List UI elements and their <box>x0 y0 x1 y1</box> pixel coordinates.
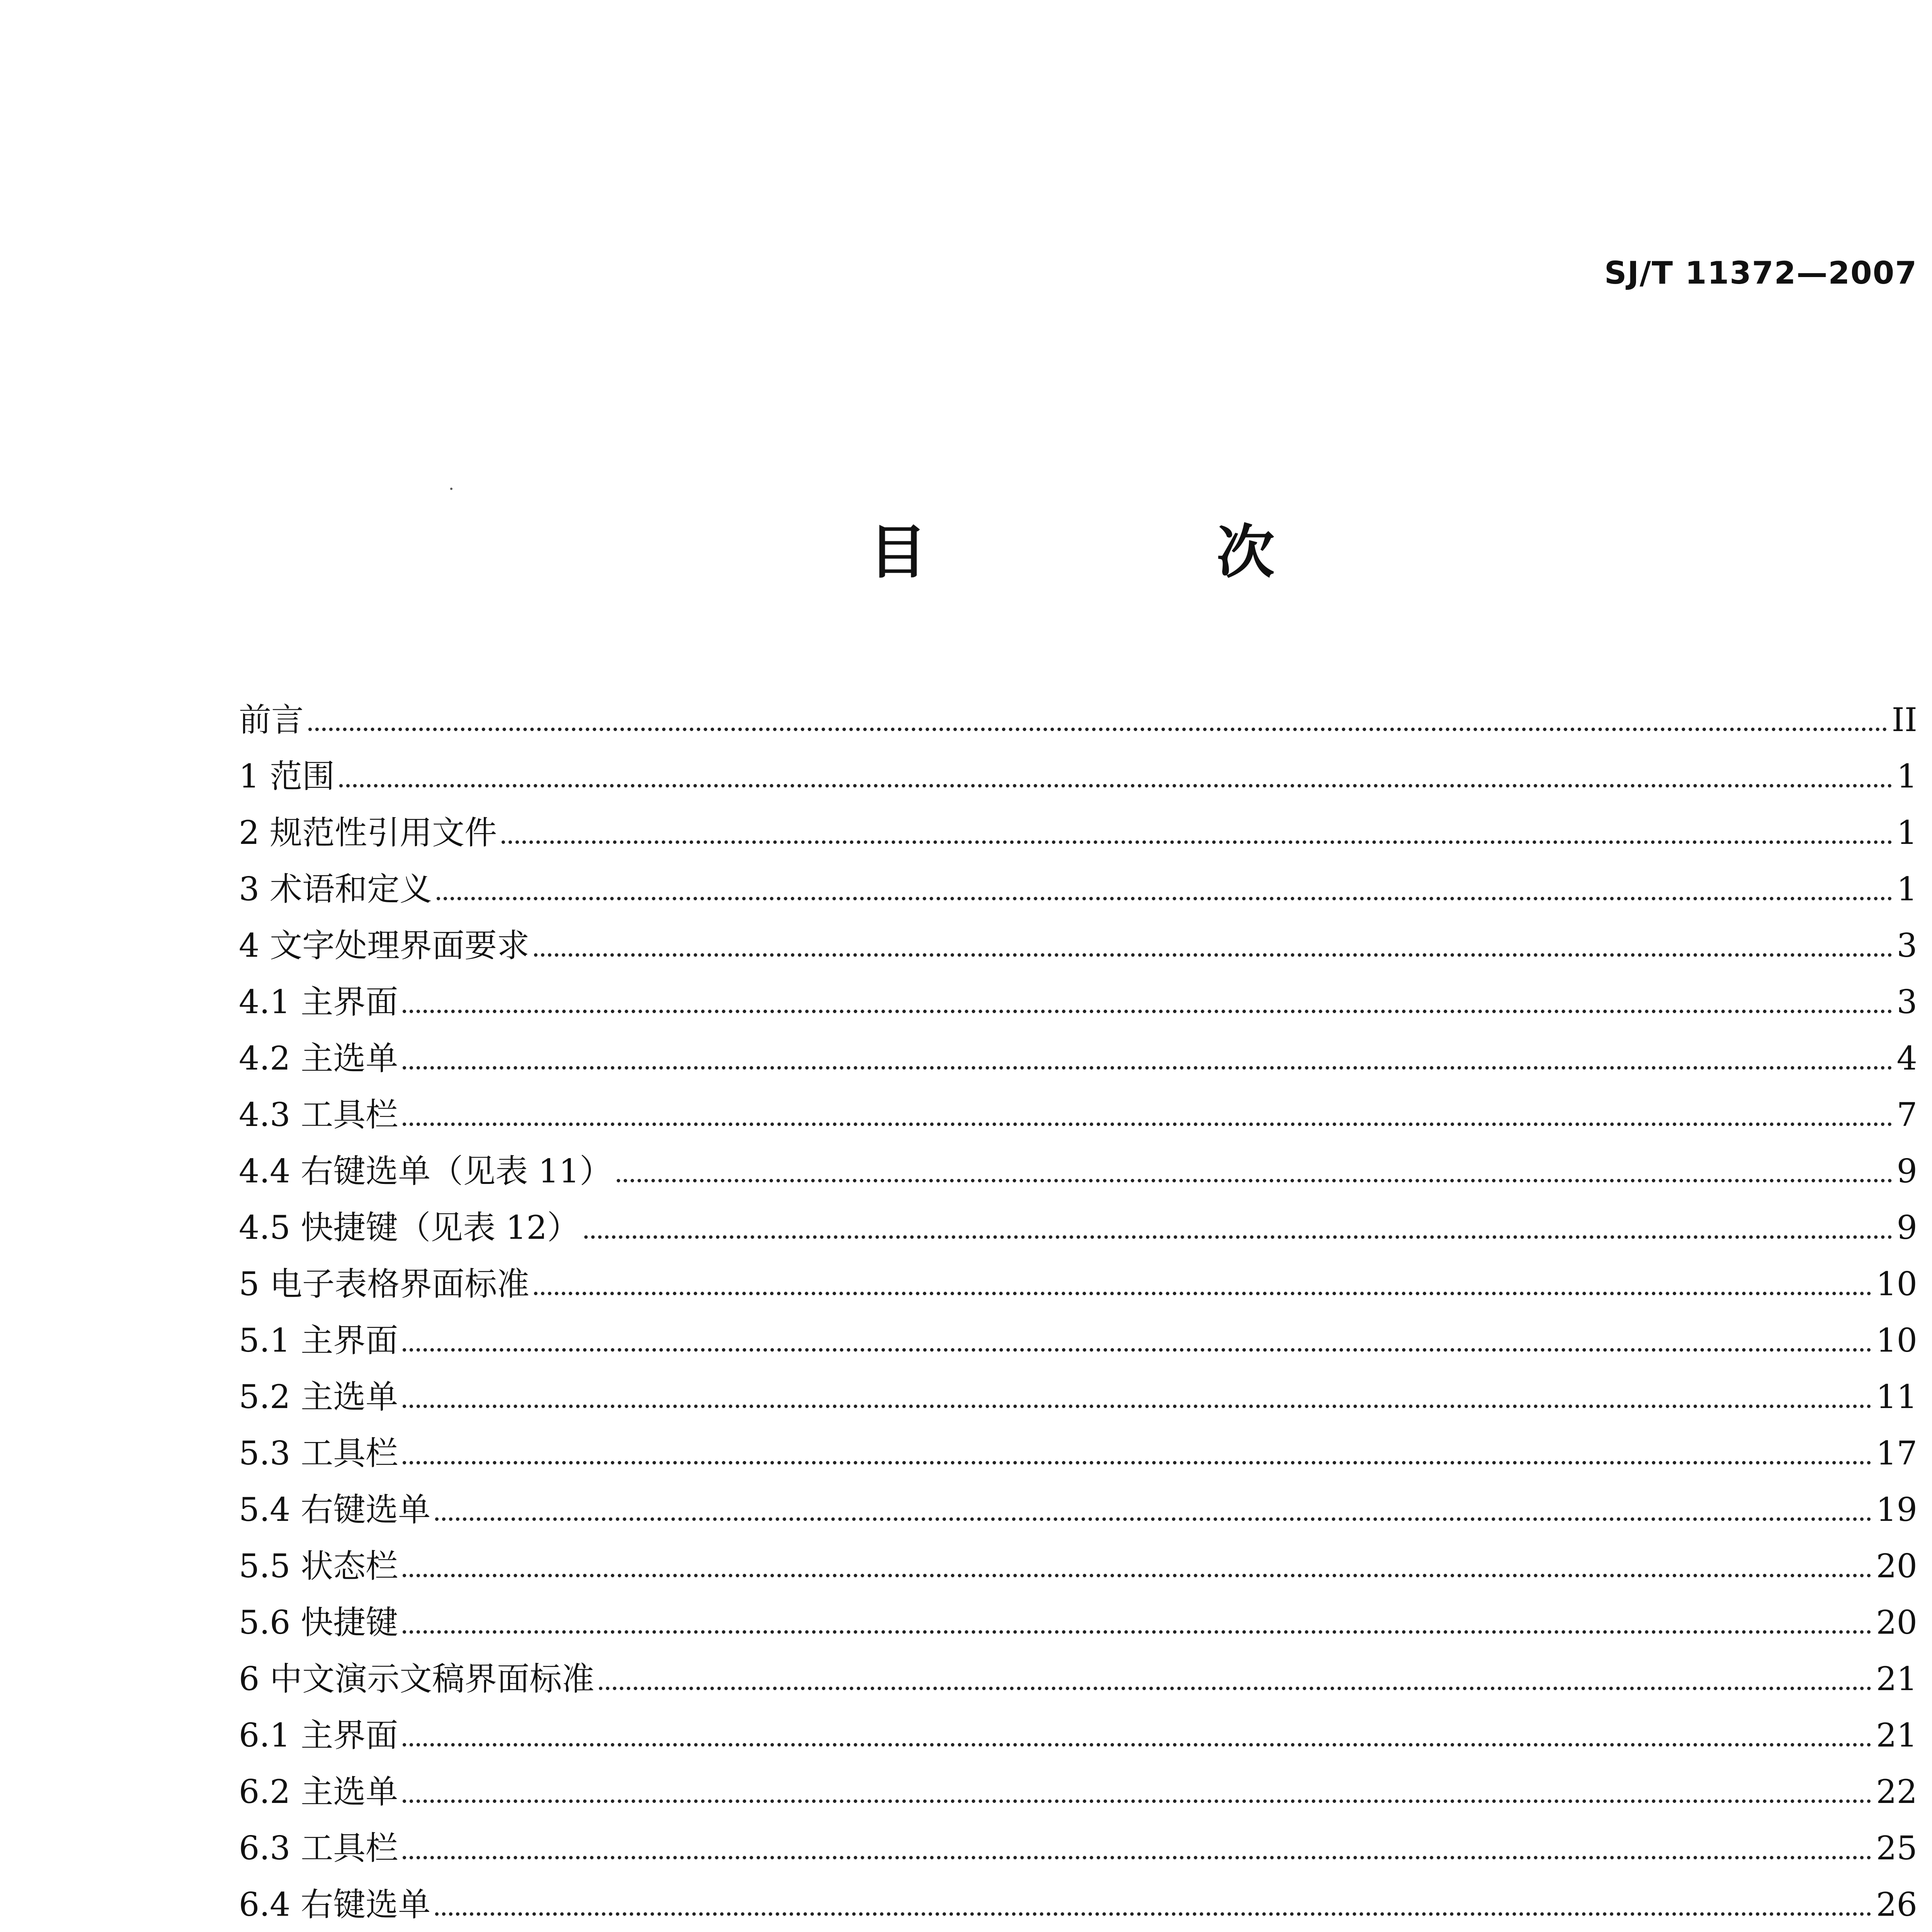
toc-entry-5-4[interactable] <box>239 1481 1917 1538</box>
toc-entry-label: 6.2 主选单 <box>239 1773 398 1811</box>
toc-entry-3[interactable] <box>239 861 1917 917</box>
toc-entry-1[interactable] <box>239 748 1917 804</box>
toc-entry-6[interactable] <box>239 1651 1917 1707</box>
toc-entry-5-6[interactable] <box>239 1594 1917 1651</box>
toc-leader-dots <box>308 728 1887 731</box>
toc-leader-dots <box>403 1405 1871 1408</box>
toc-leader-dots <box>534 1292 1871 1295</box>
toc-leader-dots <box>584 1235 1892 1239</box>
toc-entry-foreword[interactable] <box>239 692 1917 748</box>
toc-entry-label: 5.3 工具栏 <box>239 1434 398 1472</box>
toc-entry-page: 9 <box>1896 1209 1917 1247</box>
toc-entry-4-3[interactable] <box>239 1087 1917 1143</box>
toc-leader-dots <box>403 1066 1892 1070</box>
table-of-contents <box>239 692 1917 1932</box>
toc-entry-label: 5.4 右键选单 <box>239 1491 431 1529</box>
toc-leader-dots <box>403 1461 1871 1464</box>
toc-entry-label: 4 文字处理界面要求 <box>239 927 530 964</box>
toc-entry-4-4[interactable] <box>239 1143 1917 1199</box>
toc-leader-dots <box>403 1574 1871 1577</box>
toc-entry-label: 5 电子表格界面标准 <box>239 1265 530 1303</box>
toc-entry-label: 4.5 快捷键（见表 12） <box>239 1209 580 1247</box>
toc-leader-dots <box>435 1912 1871 1916</box>
toc-entry-page: 19 <box>1876 1491 1917 1529</box>
toc-entry-5-1[interactable] <box>239 1312 1917 1369</box>
toc-entry-page: 20 <box>1876 1547 1917 1585</box>
toc-entry-6-2[interactable] <box>239 1764 1917 1820</box>
toc-leader-dots <box>617 1179 1892 1182</box>
toc-entry-2[interactable] <box>239 804 1917 861</box>
toc-entry-label: 5.1 主界面 <box>239 1321 398 1359</box>
toc-entry-page: 3 <box>1896 983 1917 1021</box>
toc-leader-dots <box>437 897 1892 900</box>
toc-entry-page: 9 <box>1896 1152 1917 1190</box>
toc-entry-page: 21 <box>1876 1660 1917 1698</box>
toc-entry-page: 1 <box>1896 814 1917 852</box>
toc-entry-page: II <box>1891 701 1917 739</box>
toc-leader-dots <box>403 1799 1871 1803</box>
toc-entry-6-3[interactable] <box>239 1820 1917 1876</box>
toc-entry-page: 25 <box>1876 1829 1917 1867</box>
toc-entry-page: 7 <box>1896 1096 1917 1134</box>
toc-entry-label: 5.5 状态栏 <box>239 1547 398 1585</box>
toc-leader-dots <box>339 784 1892 787</box>
toc-entry-page: 17 <box>1876 1434 1917 1472</box>
toc-entry-page: 3 <box>1896 927 1917 964</box>
toc-entry-page: 20 <box>1876 1604 1917 1641</box>
toc-leader-dots <box>403 1348 1871 1352</box>
toc-entry-page: 11 <box>1876 1378 1917 1416</box>
toc-entry-page: 4 <box>1896 1039 1917 1077</box>
toc-entry-label: 6.4 右键选单 <box>239 1886 431 1923</box>
toc-entry-label: 4.1 主界面 <box>239 983 398 1021</box>
toc-leader-dots <box>403 1630 1871 1634</box>
toc-entry-label: 6.3 工具栏 <box>239 1829 398 1867</box>
toc-entry-label: 4.3 工具栏 <box>239 1096 398 1134</box>
toc-leader-dots <box>403 1122 1892 1126</box>
scan-speck <box>450 488 452 490</box>
toc-entry-label: 5.6 快捷键 <box>239 1604 398 1641</box>
toc-entry-6-4[interactable] <box>239 1876 1917 1932</box>
toc-entry-5-3[interactable] <box>239 1425 1917 1481</box>
toc-entry-page: 10 <box>1876 1321 1917 1359</box>
toc-entry-5-5[interactable] <box>239 1538 1917 1594</box>
toc-leader-dots <box>403 1856 1871 1859</box>
toc-leader-dots <box>599 1687 1871 1690</box>
toc-entry-5[interactable] <box>239 1256 1917 1312</box>
toc-entry-4-1[interactable] <box>239 974 1917 1030</box>
toc-entry-page: 10 <box>1876 1265 1917 1303</box>
toc-entry-page: 21 <box>1876 1716 1917 1754</box>
toc-entry-label: 6 中文演示文稿界面标准 <box>239 1660 595 1698</box>
toc-entry-label: 5.2 主选单 <box>239 1378 398 1416</box>
toc-leader-dots <box>534 953 1892 957</box>
toc-leader-dots <box>403 1010 1892 1013</box>
toc-entry-label: 6.1 主界面 <box>239 1716 398 1754</box>
toc-entry-label: 4.4 右键选单（见表 11） <box>239 1152 612 1190</box>
toc-entry-page: 22 <box>1876 1773 1917 1811</box>
toc-entry-label: 3 术语和定义 <box>239 870 432 908</box>
toc-entry-page: 1 <box>1896 757 1917 795</box>
toc-entry-5-2[interactable] <box>239 1369 1917 1425</box>
toc-entry-label: 前言 <box>239 701 304 739</box>
toc-entry-label: 2 规范性引用文件 <box>239 814 497 852</box>
toc-entry-label: 4.2 主选单 <box>239 1039 398 1077</box>
toc-leader-dots <box>502 840 1892 844</box>
toc-entry-page: 26 <box>1876 1886 1917 1923</box>
standard-code: SJ/T 11372—2007 <box>1604 255 1917 291</box>
toc-leader-dots <box>435 1517 1871 1521</box>
toc-leader-dots <box>403 1743 1871 1747</box>
toc-entry-page: 1 <box>1896 870 1917 908</box>
toc-entry-4[interactable] <box>239 917 1917 974</box>
toc-title: 目 次 <box>869 519 1391 586</box>
toc-entry-label: 1 范围 <box>239 757 335 795</box>
toc-entry-4-2[interactable] <box>239 1030 1917 1087</box>
toc-entry-6-1[interactable] <box>239 1707 1917 1764</box>
toc-entry-4-5[interactable] <box>239 1199 1917 1256</box>
